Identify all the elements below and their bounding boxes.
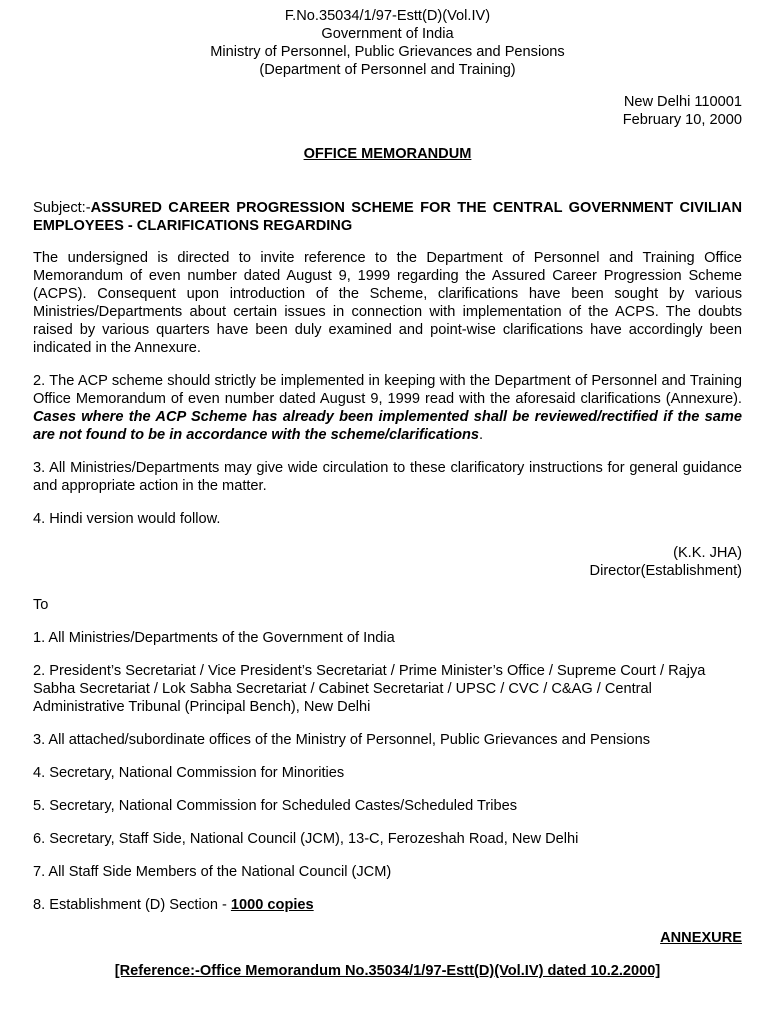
paragraph-3: 3. All Ministries/Departments may give wide circulation to these clarificatory instructions for general guidance and appropriate action in the matter. xyxy=(33,460,742,494)
ministry-name: Ministry of Personnel, Public Grievances and Pensions xyxy=(210,44,565,60)
file-number: F.No.35034/1/97-Estt(D)(Vol.IV) xyxy=(284,8,491,24)
to-label: To xyxy=(33,597,49,613)
recipient-8-text: 8. Establishment (D) Section - xyxy=(33,897,231,913)
paragraph-1: The undersigned is directed to invite reference to the Department of Personnel and Training Office Memorandum of even number dated August 9, 1999 regarding the Assured Career Progression Scheme (ACPS). Consequent upon introduction of the Scheme, clarifications have been sought by various Ministries/Departments about certain issues in connection with implementation of the ACPS. The doubts raised by various quarters have been duly examined and point-wise clarifications have accordingly been indicated in the Annexure. xyxy=(33,250,742,356)
paragraph-2-end: . xyxy=(479,427,484,443)
signatory-name: (K.K. JHA) xyxy=(673,545,742,561)
paragraph-2-emphasis: Cases where the ACP Scheme has already been implemented shall be reviewed/rectified if the same are not found to be in accordance with the scheme/clarifications xyxy=(33,409,742,443)
department-name: (Department of Personnel and Training) xyxy=(259,62,516,78)
subject-label: Subject:- xyxy=(33,200,91,216)
paragraph-2 xyxy=(33,372,742,444)
paragraph-4: 4. Hindi version would follow. xyxy=(33,511,221,527)
signatory-designation: Director(Establishment) xyxy=(589,563,742,579)
recipient-1: 1. All Ministries/Departments of the Government of India xyxy=(33,630,395,646)
recipient-7: 7. All Staff Side Members of the National Council (JCM) xyxy=(33,864,392,880)
letterhead xyxy=(33,7,742,79)
reference-text: [Reference:-Office Memorandum No.35034/1/97-Estt(D)(Vol.IV) dated 10.2.2000] xyxy=(114,963,661,979)
government-name: Government of India xyxy=(321,26,454,42)
copies-count: 1000 copies xyxy=(230,897,314,913)
document-title: OFFICE MEMORANDUM xyxy=(303,146,472,162)
recipient-5: 5. Secretary, National Commission for Scheduled Castes/Scheduled Tribes xyxy=(33,798,517,814)
recipient-2: 2. President’s Secretariat / Vice President’s Secretariat / Prime Minister’s Office / Supreme Court / Rajya Sabha Secretariat / Lok Sabha Secretariat / Cabinet Secretariat / UPSC / CVC / C&AG / Central Administrative Tribunal (Principal Bench), New Delhi xyxy=(33,663,706,715)
annexure-heading: ANNEXURE xyxy=(660,930,742,946)
paragraph-2-text: 2. The ACP scheme should strictly be implemented in keeping with the Department of Personnel and Training Office Memorandum of even number dated August 9, 1999 read with the aforesaid clarifications (Annexure). xyxy=(33,373,742,407)
reference-line xyxy=(33,962,742,980)
recipient-4: 4. Secretary, National Commission for Minorities xyxy=(33,765,345,781)
subject-line xyxy=(33,199,742,235)
subject-text: ASSURED CAREER PROGRESSION SCHEME FOR THE CENTRAL GOVERNMENT CIVILIAN EMPLOYEES - CLARIFICATIONS REGARDING xyxy=(33,200,742,234)
recipient-8 xyxy=(33,896,742,914)
place: New Delhi 110001 xyxy=(623,94,742,110)
place-date-block xyxy=(33,93,742,129)
recipient-6: 6. Secretary, Staff Side, National Council (JCM), 13-C, Ferozeshah Road, New Delhi xyxy=(33,831,579,847)
signature-block xyxy=(33,544,742,580)
date: February 10, 2000 xyxy=(622,112,742,128)
recipient-3: 3. All attached/subordinate offices of the Ministry of Personnel, Public Grievances and Pensions xyxy=(33,732,651,748)
